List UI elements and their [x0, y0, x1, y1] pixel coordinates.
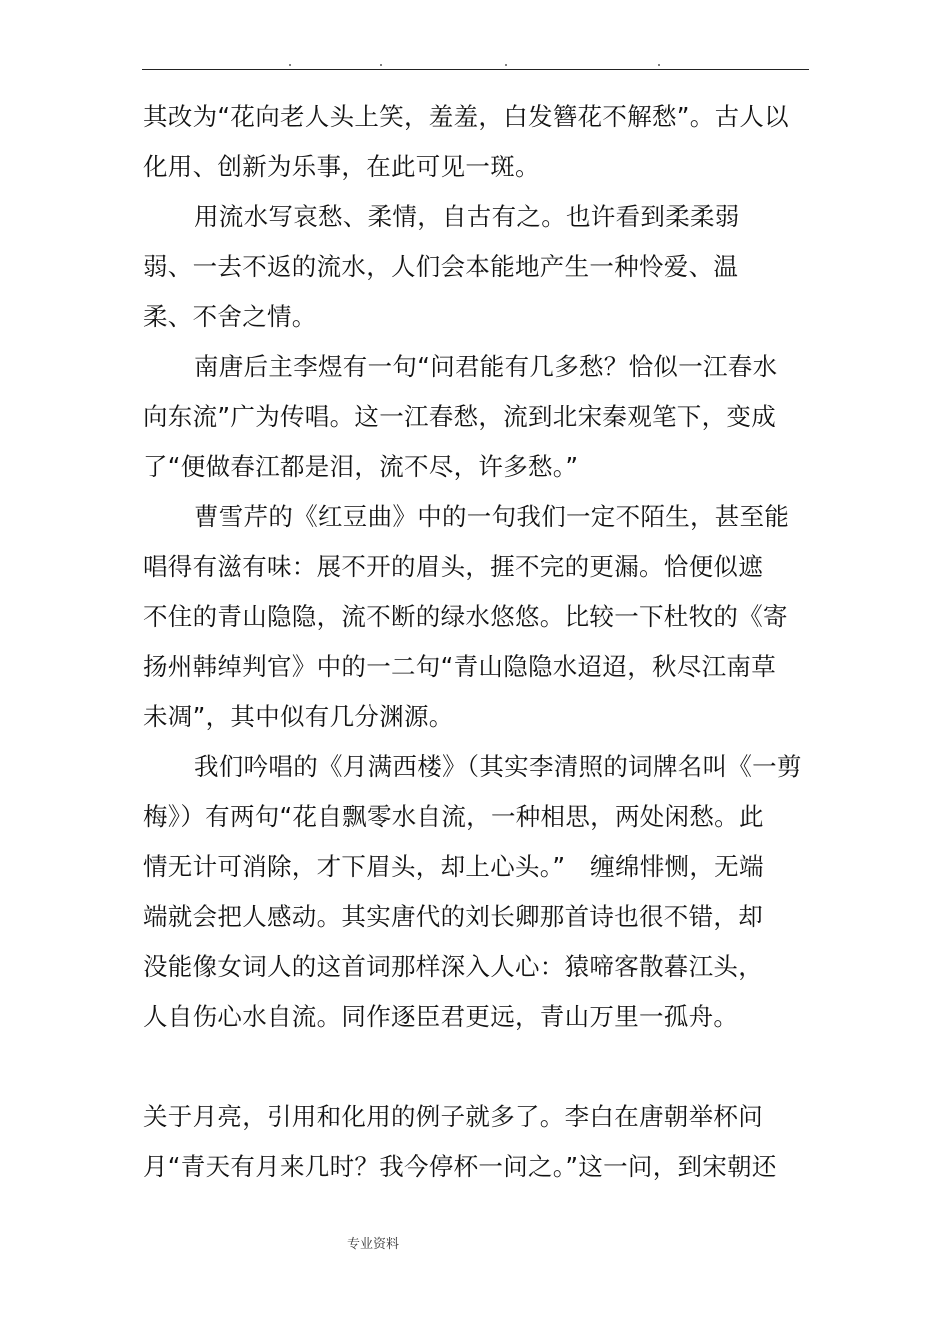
text-line: 情无计可消除，才下眉头，却上心头。” 缠绵悱恻，无端: [143, 852, 764, 881]
text-line: 端就会把人感动。其实唐代的刘长卿那首诗也很不错，却: [143, 902, 763, 931]
text-line: 未凋”，其中似有几分渊源。: [143, 702, 454, 731]
paragraph: [143, 342, 809, 492]
paragraph: [143, 1092, 809, 1192]
footer-label: 专业资料: [346, 1237, 399, 1252]
text-line: 月“青天有月来几时？我今停杯一问之。”这一问，到宋朝还: [143, 1152, 777, 1181]
text-line: 曹雪芹的《红豆曲》中的一句我们一定不陌生，甚至能: [194, 502, 790, 531]
text-line: 梅》）有两句“花自飘零水自流，一种相思，两处闲愁。此: [143, 802, 764, 831]
text-line: 用流水写哀愁、柔情，自古有之。也许看到柔柔弱: [194, 202, 740, 231]
text-line: 唱得有滋有味：展不开的眉头，捱不完的更漏。恰便似遮: [143, 552, 763, 581]
text-line: 不住的青山隐隐，流不断的绿水悠悠。比较一下杜牧的《寄: [143, 602, 788, 631]
page-footer: [0, 1233, 950, 1252]
paragraph: [143, 492, 809, 742]
text-line: 没能像女词人的这首词那样深入人心：猿啼客散暮江头，: [143, 952, 763, 981]
paragraph-gap: [143, 1042, 809, 1092]
text-line: 人自伤心水自流。同作逐臣君更远，青山万里一孤舟。: [143, 1002, 739, 1031]
header-rule: [142, 69, 809, 70]
text-line: 柔、不舍之情。: [143, 302, 317, 331]
text-line: 其改为“花向老人头上笑，羞羞，白发簪花不解愁”。古人以: [143, 102, 789, 131]
text-line: 扬州韩绰判官》中的一二句“青山隐隐水迢迢，秋尽江南草: [143, 652, 776, 681]
paragraph: [143, 742, 809, 1042]
header-dot: [658, 64, 660, 66]
text-line: 南唐后主李煜有一句“问君能有几多愁？恰似一江春水: [194, 352, 778, 381]
text-line: 了“便做春江都是泪，流不尽，许多愁。”: [143, 452, 579, 481]
header-dot: [380, 64, 382, 66]
header-dot: [505, 64, 507, 66]
text-line: 向东流”广为传唱。这一江春愁，流到北宋秦观笔下，变成: [143, 402, 776, 431]
text-line: 化用、创新为乐事，在此可见一斑。: [143, 152, 540, 181]
text-line: 关于月亮，引用和化用的例子就多了。李白在唐朝举杯问: [143, 1102, 763, 1131]
header-dot: [289, 64, 291, 66]
body-text: [143, 92, 809, 1192]
paragraph: [143, 192, 809, 342]
text-line: 弱、一去不返的流水，人们会本能地产生一种怜爱、温: [143, 252, 739, 281]
paragraph: [143, 92, 809, 192]
text-line: 我们吟唱的《月满西楼》（其实李清照的词牌名叫《一剪: [194, 752, 802, 781]
